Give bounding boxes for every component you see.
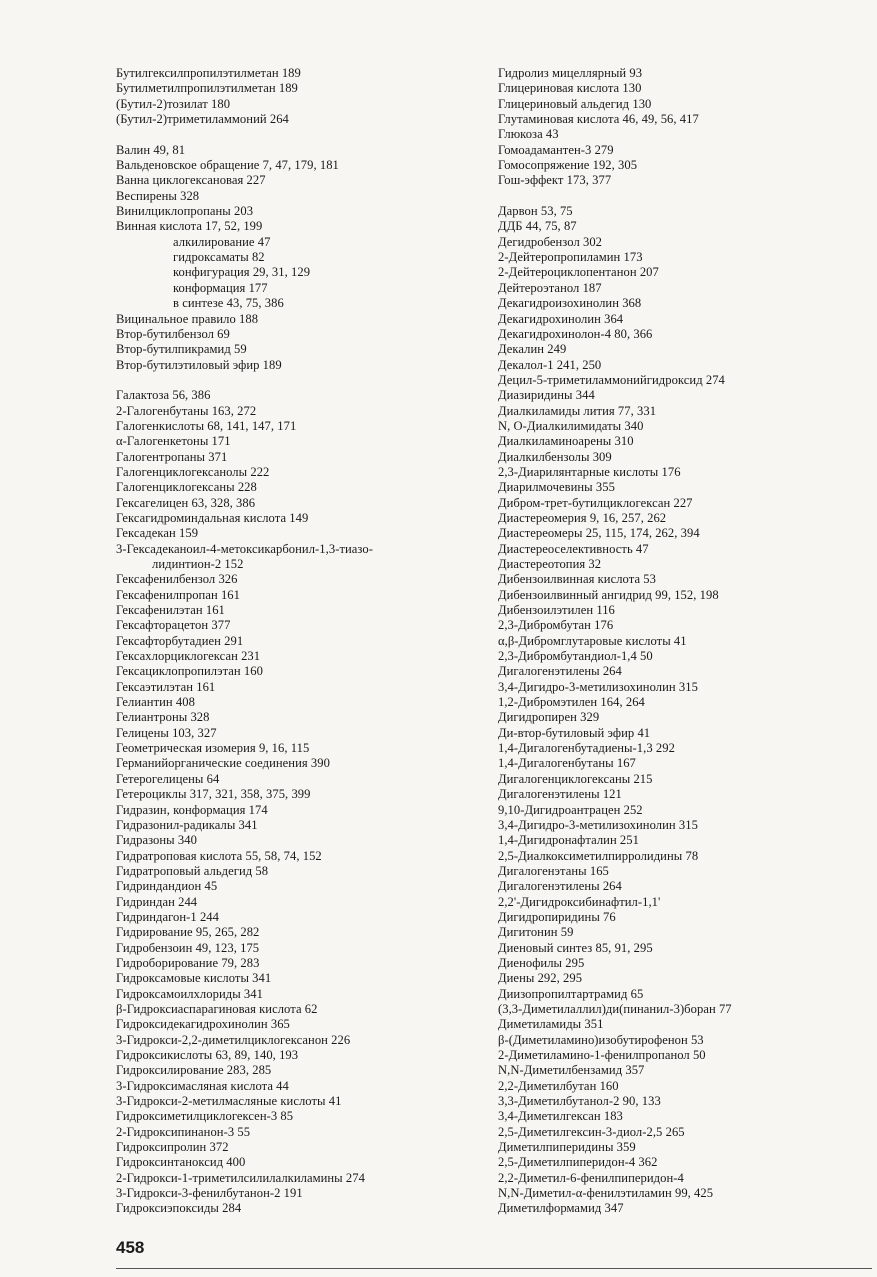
index-entry: Диастереомеры 25, 115, 174, 262, 394 (498, 526, 700, 541)
index-entry: 3-Гидрокси-3-фенилбутанон-2 191 (116, 1186, 303, 1201)
index-entry: Гидроксилирование 283, 285 (116, 1063, 272, 1078)
index-entry: 2,2'-Дигидроксибинафтил-1,1' (498, 894, 661, 909)
index-entry: 3,4-Диметилгексан 183 (498, 1109, 623, 1124)
index-entry: 2-Диметиламино-1-фенилпропанол 50 (498, 1048, 706, 1062)
index-entry: Декагидрохинолон-4 80, 366 (498, 326, 653, 341)
index-entry: 2-Гидрокси-1-триметилсилилалкиламины 274 (116, 1170, 365, 1185)
index-entry: Втор-бутилпикрамид 59 (116, 342, 247, 357)
index-entry: Диенофилы 295 (498, 955, 585, 970)
index-entry: Галогенциклогексаны 228 (116, 480, 257, 495)
index-entry: Гексафторацетон 377 (116, 618, 231, 633)
index-entry: Декагидрохинолин 364 (498, 311, 624, 326)
index-entry: Галактоза 56, 386 (116, 388, 211, 403)
index-entry: β-Гидроксиаспарагиновая кислота 62 (116, 1001, 318, 1016)
index-entry: Веспирены 328 (116, 188, 200, 203)
index-entry: Гидролиз мицеллярный 93 (498, 66, 643, 80)
index-entry: 2-Гидроксипинанон-3 55 (116, 1124, 251, 1139)
index-entry: Гетероциклы 317, 321, 358, 375, 399 (116, 787, 311, 802)
index-entry: Гидриндагон-1 244 (116, 909, 219, 924)
index-entry: Германийорганические соединения 390 (116, 756, 330, 771)
bottom-rule (116, 1268, 872, 1269)
index-entry: Дарвон 53, 75 (498, 204, 573, 219)
index-entry: Гидроксамоилхлориды 341 (116, 986, 263, 1001)
index-entry: Диалкиламиноарены 310 (498, 434, 634, 449)
section-gap (116, 373, 488, 388)
index-entry: Глутаминовая кислота 46, 49, 56, 417 (498, 112, 699, 127)
index-entry: Гош-эффект 173, 377 (498, 173, 612, 188)
index-entry: Глюкоза 43 (498, 127, 559, 142)
index-entry: Гексафенилпропан 161 (116, 587, 241, 602)
index-entry: 2,2-Диметил-6-фенилпиперидон-4 (498, 1170, 684, 1185)
index-entry: Диены 292, 295 (498, 971, 583, 986)
index-entry: Диеновый синтез 85, 91, 295 (498, 940, 653, 955)
index-entry: 2-Дейтероциклопентанон 207 (498, 265, 659, 280)
index-entry: Гидриндандион 45 (116, 879, 218, 894)
index-entry: Дибром-трет-бутилциклогексан 227 (498, 495, 693, 510)
index-entry: Диастереоселективность 47 (498, 541, 649, 556)
index-entry: N,N-Диметилбензамид 357 (498, 1063, 645, 1078)
index-entry: Гомосопряжение 192, 305 (498, 158, 638, 173)
section-gap (116, 127, 488, 142)
index-subentry: гидроксаматы 82 (173, 250, 265, 265)
index-entry: Гидразоны 340 (116, 833, 197, 848)
index-entry: 2-Дейтеропропиламин 173 (498, 250, 643, 265)
index-entry: Глицериновая кислота 130 (498, 81, 642, 96)
index-entry: Дигалогенэтилены 264 (498, 879, 622, 894)
index-entry: Гидразонил-радикалы 341 (116, 817, 258, 832)
index-entry: Дигидропирен 329 (498, 710, 600, 725)
index-entry: 2,5-Диалкоксиметилпирролидины 78 (498, 848, 699, 863)
index-entry: Дегидробензол 302 (498, 234, 603, 249)
index-entry: Вальденовское обращение 7, 47, 179, 181 (116, 158, 339, 173)
index-entry: Гетерогелицены 64 (116, 771, 220, 786)
index-entry: Дигитонин 59 (498, 925, 574, 940)
index-entry: Гексафенилэтан 161 (116, 603, 225, 618)
index-entry: Галогентропаны 371 (116, 449, 228, 464)
index-entry: Дибензоилвинная кислота 53 (498, 572, 656, 587)
page-number: 458 (116, 1238, 145, 1257)
index-entry: Гидроксипролин 372 (116, 1140, 229, 1155)
index-entry: 1,2-Дибромэтилен 164, 264 (498, 695, 645, 710)
index-entry: Гексахлорциклогексан 231 (116, 649, 261, 664)
index-entry: Диастереомерия 9, 16, 257, 262 (498, 510, 667, 525)
index-entry: Гидрирование 95, 265, 282 (116, 925, 260, 940)
index-entry: Ванна циклогексановая 227 (116, 173, 266, 188)
index-entry: Дибензоилэтилен 116 (498, 603, 615, 618)
index-entry: α-Галогенкетоны 171 (116, 434, 231, 449)
index-entry: Галогенкислоты 68, 141, 147, 171 (116, 418, 297, 433)
index-entry: Дигалогенциклогексаны 215 (498, 771, 653, 786)
index-entry: Втор-бутилбензол 69 (116, 326, 230, 341)
index-entry: Бутилгексилпропилэтилметан 189 (116, 66, 301, 80)
index-entry: Гексафенилбензол 326 (116, 572, 238, 587)
index-entry: Гидроксамовые кислоты 341 (116, 971, 272, 986)
index-entry: Гексагелицен 63, 328, 386 (116, 495, 256, 510)
index-entry: Валин 49, 81 (116, 142, 186, 157)
index-entry: 2,5-Диметилпиперидон-4 362 (498, 1155, 658, 1170)
index-entry: Гидроксинтаноксид 400 (116, 1155, 246, 1170)
index-entry: 2,2-Диметилбутан 160 (498, 1078, 619, 1093)
index-entry: Глицериновый альдегид 130 (498, 96, 652, 111)
section-gap (498, 189, 870, 204)
index-entry: Гидразин, конформация 174 (116, 802, 268, 817)
index-entry: Декагидроизохинолин 368 (498, 296, 642, 311)
index-entry: Гексаэтилэтан 161 (116, 679, 216, 694)
index-entry: Ди-втор-бутиловый эфир 41 (498, 725, 651, 740)
index-entry: 3,3-Диметилбутанол-2 90, 133 (498, 1094, 661, 1109)
index-entry: 2,5-Диметилгексин-3-диол-2,5 265 (498, 1124, 685, 1139)
index-entry: Галогенциклогексанолы 222 (116, 464, 270, 479)
index-entry: Дейтероэтанол 187 (498, 280, 602, 295)
index-entry: 3-Гексадеканоил-4-метоксикарбонил-1,3-тиазо- (116, 541, 373, 556)
index-subentry: алкилирование 47 (173, 234, 271, 249)
index-subentry: в синтезе 43, 75, 386 (173, 296, 284, 311)
index-entry: 3-Гидроксимасляная кислота 44 (116, 1078, 289, 1093)
index-entry: Гелиантроны 328 (116, 710, 210, 725)
index-entry: 3,4-Дигидро-3-метилизохинолин 315 (498, 817, 698, 832)
index-entry: Гексафторбутадиен 291 (116, 633, 244, 648)
index-entry: Гексагидроминдальная кислота 149 (116, 510, 309, 525)
index-entry: Гидроксиметилциклогексен-3 85 (116, 1109, 294, 1124)
index-entry: Гомоадамантен-3 279 (498, 142, 614, 157)
index-entry: Децил-5-триметиламмонийгидроксид 274 (498, 372, 725, 387)
index-entry: Гидроксиэпоксиды 284 (116, 1201, 242, 1216)
index-entry: Гексадекан 159 (116, 526, 199, 541)
index-entry: 3-Гидрокси-2-метилмасляные кислоты 41 (116, 1094, 342, 1109)
index-entry: Дигалогенэтилены 121 (498, 787, 622, 802)
index-entry: Диметиламиды 351 (498, 1017, 604, 1032)
index-entry: Вицинальное правило 188 (116, 311, 259, 326)
index-entry: Гидробензоин 49, 123, 175 (116, 940, 260, 955)
index-entry-continuation: лидинтион-2 152 (152, 557, 244, 571)
index-entry: Втор-бутилэтиловый эфир 189 (116, 357, 282, 372)
index-entry: Диалкилбензолы 309 (498, 449, 612, 464)
index-entry: Диазиридины 344 (498, 388, 595, 403)
index-entry: Гидратроповый альдегид 58 (116, 863, 269, 878)
index-entry: (Бутил-2)тозилат 180 (116, 96, 231, 111)
index-entry: Геометрическая изомерия 9, 16, 115 (116, 741, 310, 756)
index-entry: Диметилпиперидины 359 (498, 1140, 636, 1155)
index-entry: ДДБ 44, 75, 87 (498, 219, 577, 234)
index-entry: 3-Гидрокси-2,2-диметилциклогексанон 226 (116, 1032, 351, 1047)
index-entry: 2,3-Диарилянтарные кислоты 176 (498, 464, 681, 479)
index-entry: Винилциклопропаны 203 (116, 204, 254, 219)
index-entry: Диастереотопия 32 (498, 557, 602, 571)
index-entry: α,β-Дибромглутаровые кислоты 41 (498, 633, 687, 648)
index-entry: Диизопропилтартрамид 65 (498, 986, 644, 1001)
index-subentry: конфигурация 29, 31, 129 (173, 265, 311, 280)
index-entry: Гидриндан 244 (116, 894, 198, 909)
index-entry: Дигалогенэтаны 165 (498, 863, 609, 878)
index-entry: Декалин 249 (498, 342, 567, 357)
index-entry: Гелиантин 408 (116, 695, 195, 710)
index-entry: 2-Галогенбутаны 163, 272 (116, 403, 257, 418)
index-entry: 1,4-Дигалогенбутадиены-1,3 292 (498, 741, 675, 756)
index-entry: N,N-Диметил-α-фенилэтиламин 99, 425 (498, 1186, 714, 1201)
index-entry: Бутилметилпропилэтилметан 189 (116, 81, 298, 96)
index-entry: 9,10-Дигидроантрацен 252 (498, 802, 643, 817)
index-entry: Диалкиламиды лития 77, 331 (498, 403, 657, 418)
index-subentry: конформация 177 (173, 280, 268, 295)
index-entry: Гексациклопропилэтан 160 (116, 664, 263, 679)
index-entry: (Бутил-2)триметиламмоний 264 (116, 112, 289, 127)
index-entry: Гидратроповая кислота 55, 58, 74, 152 (116, 848, 322, 863)
index-column-right (498, 66, 870, 1217)
index-entry: Гелицены 103, 327 (116, 725, 217, 740)
index-entry: (3,3-Диметилаллил)ди(пинанил-3)боран 77 (498, 1001, 732, 1016)
index-entry: Дигидропиридины 76 (498, 909, 616, 924)
index-entry: Дибензоилвинный ангидрид 99, 152, 198 (498, 587, 719, 602)
index-entry: Гидроксидекагидрохинолин 365 (116, 1017, 290, 1032)
index-entry: Диарилмочевины 355 (498, 480, 615, 495)
index-entry: Диметилформамид 347 (498, 1201, 624, 1216)
index-entry: Декалол-1 241, 250 (498, 357, 602, 372)
index-entry: N, O-Диалкилимидаты 340 (498, 418, 644, 433)
index-entry: 2,3-Дибромбутан 176 (498, 618, 614, 633)
index-entry: β-(Диметиламино)изобутирофенон 53 (498, 1032, 704, 1047)
index-entry: Винная кислота 17, 52, 199 (116, 219, 263, 234)
index-entry: Гидроксикислоты 63, 89, 140, 193 (116, 1048, 299, 1062)
index-entry: Дигалогенэтилены 264 (498, 664, 622, 679)
index-column-left (116, 66, 488, 1217)
index-entry: 3,4-Дигидро-3-метилизохинолин 315 (498, 679, 698, 694)
index-entry: Гидроборирование 79, 283 (116, 955, 260, 970)
index-entry: 1,4-Дигалогенбутаны 167 (498, 756, 636, 771)
index-entry: 1,4-Дигидронафталин 251 (498, 833, 639, 848)
index-entry: 2,3-Дибромбутандиол-1,4 50 (498, 649, 653, 664)
